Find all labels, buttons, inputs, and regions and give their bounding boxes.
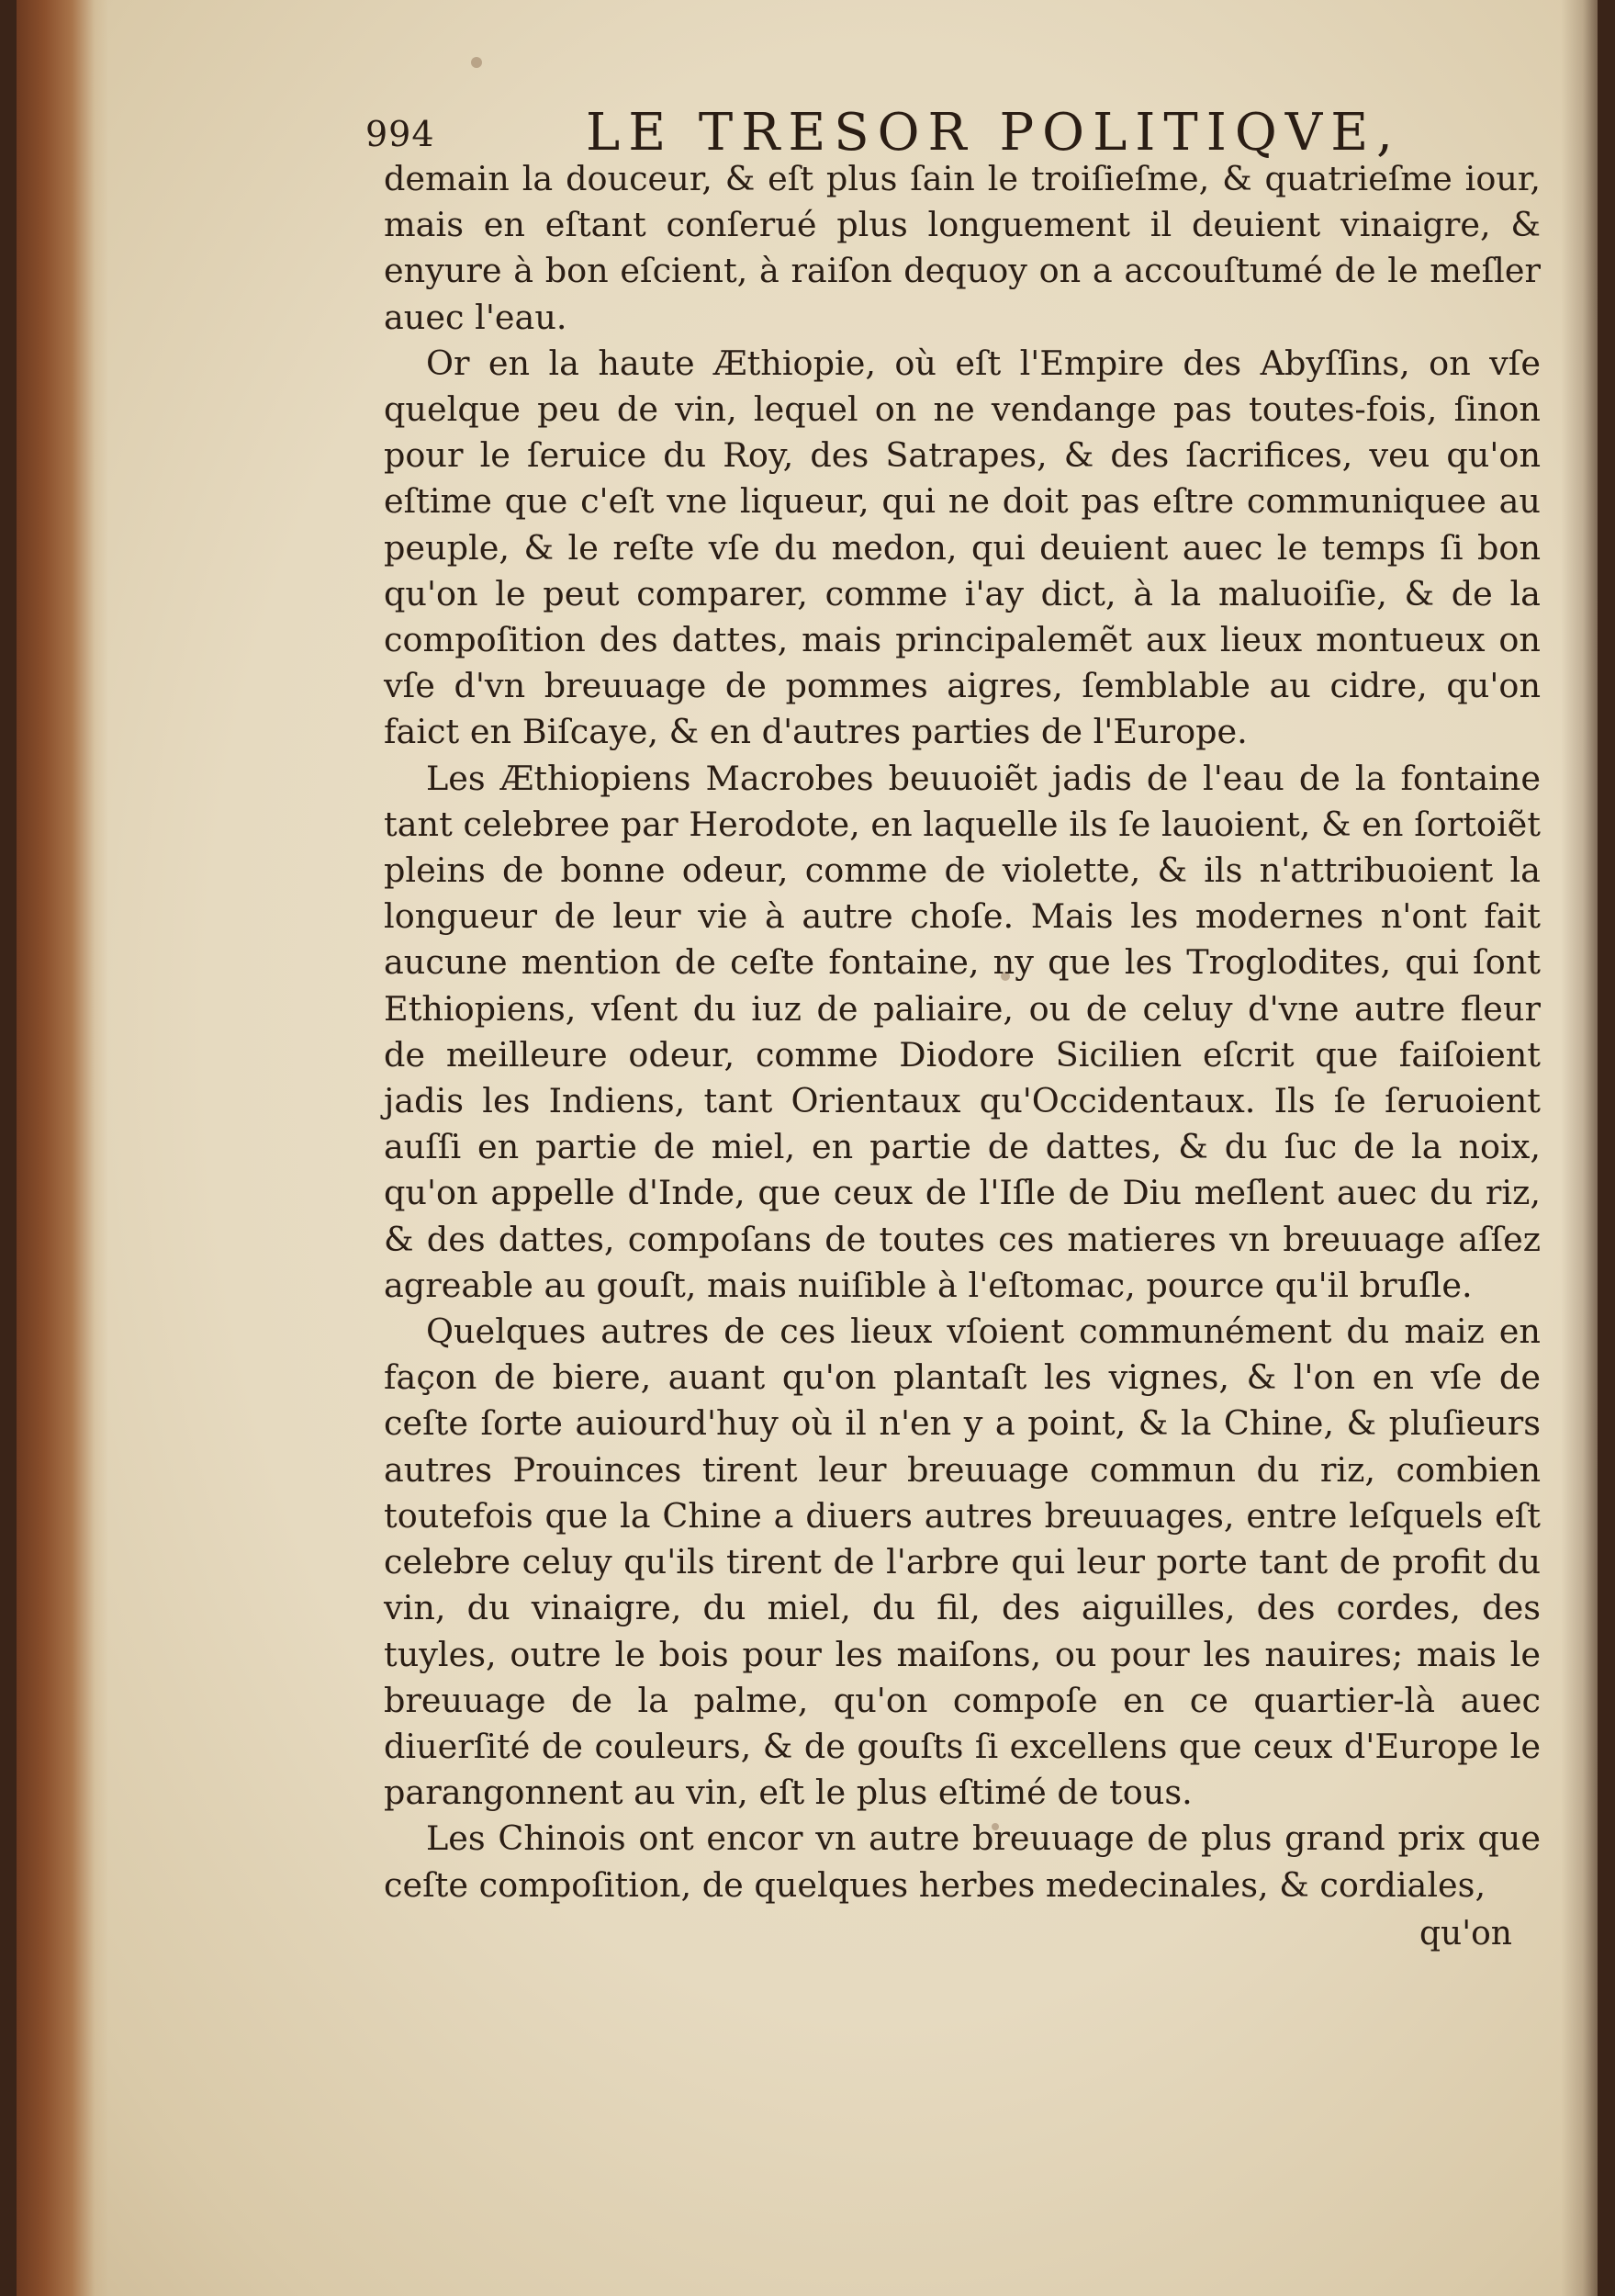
page-edge-shadow	[1561, 0, 1598, 2296]
paragraph-3: Les Æthiopiens Macrobes beuuoiẽt jadis de l'eau de la fontaine tant celebree par Herodote, en laquelle ils ſe lauoient, & en ſortoiẽt pleins de bonne odeur, comme de violette, & ils n'attribuoient la longueur de leur vie à autre choſe. Mais les modernes n'ont fait aucune mention de ceſte fontaine, ny que les Troglodites, qui ſont Ethiopiens, vſent du iuz de paliaire, ou de celuy d'vne autre fleur de meilleure odeur, comme Diodore Sicilien eſcrit que faiſoient jadis les Indiens, tant Orientaux qu'Occidentaux. Ils ſe ſeruoient auſſi en partie de miel, en partie de dattes, & du ſuc de la noix, qu'on appelle d'Inde, que ceux de l'Iſle de Diu meſlent auec du riz, & des dattes, compoſans de toutes ces matieres vn breuuage aſſez agreable au gouſt, mais nuiſible à l'eſtomac, pource qu'il bruſle.	[384, 758, 1541, 1305]
page-number: 994	[365, 114, 435, 154]
body-text	[384, 156, 1541, 1908]
running-title: LE TRESOR POLITIQVE,	[586, 103, 1401, 163]
book-spine	[17, 0, 108, 2296]
book-page	[17, 0, 1598, 2296]
paragraph-5: Les Chinois ont encor vn autre breuuage de plus grand prix que ceſte compoſition, de quelques herbes medecinales, & cordiales,	[384, 1818, 1541, 1905]
paragraph-2: Or en la haute Æthiopie, où eſt l'Empire des Abyſſins, on vſe quelque peu de vin, lequel on ne vendange pas toutes-fois, ſinon pour le ſeruice du Roy, des Satrapes, & des ſacrifices, veu qu'on eſtime que c'eſt vne liqueur, qui ne doit pas eſtre communiquee au peuple, & le reſte vſe du medon, qui deuient auec le temps ſi bon qu'on le peut comparer, comme i'ay dict, à la maluoiſie, & de la compoſition des dattes, mais principalemẽt aux lieux montueux on vſe d'vn breuuage de pommes aigres, ſemblable au cidre, qu'on faict en Biſcaye, & en d'autres parties de l'Europe.	[384, 343, 1541, 752]
catchword: qu'on	[1419, 1915, 1512, 1953]
ink-spot	[471, 57, 482, 68]
paragraph-1: demain la douceur, & eſt plus ſain le troiſieſme, & quatrieſme iour, mais en eſtant conſerué plus longuement il deuient vinaigre, & enyure à bon eſcient, à raiſon dequoy on a accouſtumé de le meſler auec l'eau.	[384, 159, 1541, 337]
paragraph-4: Quelques autres de ces lieux vſoient communément du maiz en façon de biere, auant qu'on plantaſt les vignes, & l'on en vſe de ceſte ſorte auiourd'huy où il n'en y a point, & la Chine, & pluſieurs autres Prouinces tirent leur breuuage commun du riz, combien toutefois que la Chine a diuers autres breuuages, entre leſquels eſt celebre celuy qu'ils tirent de l'arbre qui leur porte tant de profit du vin, du vinaigre, du miel, du fil, des aiguilles, des cordes, des tuyles, outre le bois pour les maiſons, ou pour les nauires; mais le breuuage de la palme, qu'on compoſe en ce quartier-là auec diuerſité de couleurs, & de gouſts ſi excellens que ceux d'Europe le parangonnent au vin, eſt le plus eſtimé de tous.	[384, 1311, 1541, 1813]
